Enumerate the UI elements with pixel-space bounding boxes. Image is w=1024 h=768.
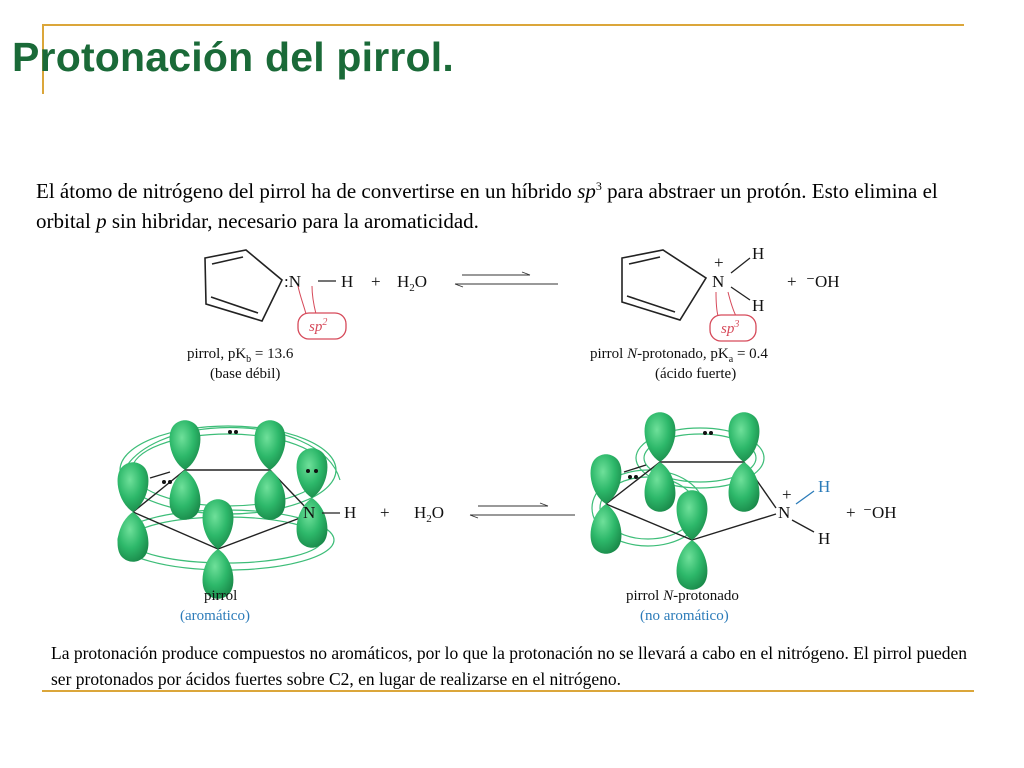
prot-plus-bottom: + [782,485,792,504]
plus-sign-2: + [787,272,797,291]
prot-h1: H [752,244,765,263]
sp2-callout [298,286,346,339]
prot-h-bottom: H [818,529,831,548]
nh-h-bottom: H [344,503,357,522]
svg-text:sp2: $sp^2$ [309,317,328,335]
pyrrole-n-bottom: N [303,503,316,522]
plus-sign: + [371,272,381,291]
nonaromatic-caption-2: (no aromático) [640,608,729,624]
conclusion-paragraph: La protonación produce compuestos no aromáticos, por lo que la protonación no se llevará a cabo en el nitrógeno. El pirrol pueden ser protonados por ácidos fuertes sobre C2, en lugar de realizarse en el nitrógeno. [51,643,968,689]
plus-sign-bottom: + [380,503,390,522]
intro-sp: sp [577,179,596,203]
aromatic-caption: pirrol [204,588,238,604]
nonaromatic-caption: pirrol N-protonado [626,588,739,604]
nh-h-label: H [341,272,354,291]
plus-sign-bottom-2: + [846,503,856,522]
pyrrole-caption: pirrol, $pK_b = 13.6$ [187,346,294,365]
slide-title: Protonación del pirrol. [12,34,454,80]
water-label: $H_2O$ [397,272,428,294]
equilibrium-arrow-bottom [470,503,575,518]
intro-text-a: El átomo de nitrógeno del pirrol ha de convertirse en un híbrido [36,179,578,203]
pyrrole-structure-top [205,250,282,321]
svg-text:sp3: $sp^3$ [721,319,740,337]
prot-h-blue: H [818,477,831,496]
intro-text-b: para abstraer un protón. Esto elimina el orbital [36,179,938,233]
prot-n-label: N [712,272,725,291]
protonated-caption: pirrol N-protonado, $pK_a = 0.4$ [590,346,768,365]
aromatic-caption-2: (aromático) [180,608,250,624]
prot-n-bottom: N [778,503,791,522]
nh-bond-blue [796,491,814,504]
protonated-orbital-diagram [591,412,776,590]
hydroxide-bottom: ⁻OH [863,503,897,522]
intro-sup: 3 [595,179,602,193]
pyrrole-caption-2: (base débil) [210,366,281,382]
nh-bond-down-bottom [792,520,814,532]
hydroxide-label: ⁻OH [806,272,840,291]
pyrrole-n-label: :N [284,272,301,291]
nh-bond-up [731,258,750,273]
intro-text-c: sin hibridar, necesario para la aromaticidad. [106,209,479,233]
intro-p: p [96,209,107,233]
protonated-pyrrole-top [622,250,706,320]
prot-h2: H [752,296,765,315]
nh-bond-down [731,287,750,300]
water-label-bottom: $H_2O$ [414,503,445,525]
equilibrium-arrow-top [455,272,558,287]
protonated-caption-2: (ácido fuerte) [655,366,737,382]
prot-plus: + [714,253,724,272]
